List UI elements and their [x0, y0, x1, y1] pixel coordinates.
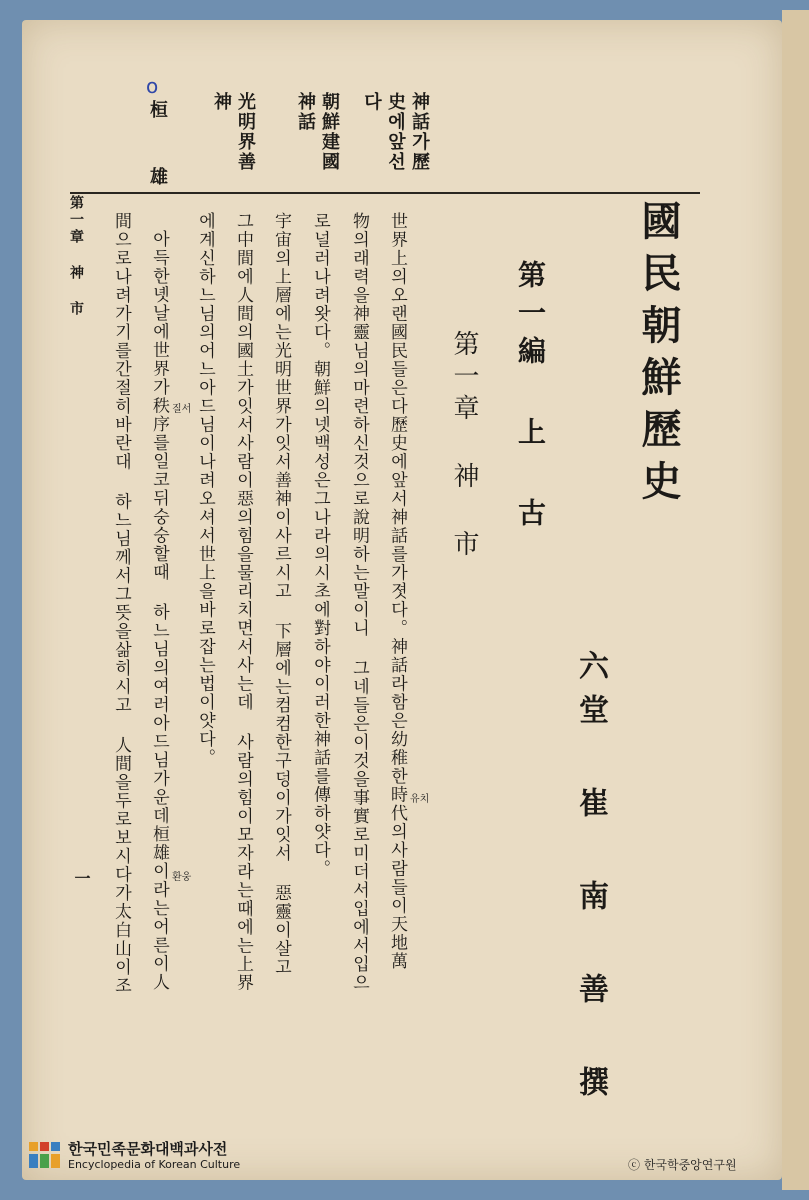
- pencil-mark: o: [146, 74, 159, 98]
- chapter-heading: 第一章 神 市: [449, 330, 479, 562]
- body-column: 間으로나려가기를간절히바란대 하느님께서그뜻을삶히시고 人間을두로보시다가太白山이조: [111, 212, 131, 995]
- ruby-annotation: 유치: [410, 794, 430, 805]
- book-title: 國民朝鮮歷史: [635, 200, 682, 512]
- body-column: 宇宙의上層에는光明世界가잇서善神이사르시고 下層에는컴컴한구덩이가잇서 惡靈이살고: [271, 212, 291, 977]
- logo-mark-icon: [28, 1140, 62, 1172]
- margin-note: 神話: [295, 92, 316, 132]
- body-column: 그中間에人間의國土가잇서사람이惡의힘을물리치면서사는데 사람의힘이모자라는때에는上界: [233, 212, 253, 992]
- margin-note: 다: [361, 92, 382, 112]
- ruby-annotation: 질서: [172, 404, 192, 415]
- margin-note: 光明界善: [235, 92, 256, 172]
- page-number: 一: [72, 870, 91, 886]
- logo-english-text: Encyclopedia of Korean Culture: [68, 1158, 241, 1171]
- margin-note: 神: [211, 92, 232, 112]
- running-header: 第一章 神 市: [68, 195, 84, 318]
- body-column: 에계신하느님의어느아드님이나려오셔서世上을바로잡는법이얏다。: [195, 212, 215, 767]
- margin-note: 史에앞선: [385, 92, 406, 172]
- margin-note: 桓 雄: [147, 100, 168, 199]
- book-author: 六堂 崔 南 善 撰: [573, 650, 608, 1110]
- body-column: 아득한녯날에世界가秩序를일코뒤숭숭할때 하느님의여러아드님가운데桓雄이라는어른이人: [149, 230, 169, 992]
- body-column: 物의래력을神靈님의마련하신것으로說明하는말이니 그네들은이것을事實로미더서입에서입으: [349, 212, 369, 992]
- logo-korean-text: 한국민족문화대백과사전: [68, 1140, 228, 1158]
- part-heading: 第一編 上 古: [514, 260, 547, 536]
- ruby-annotation: 환웅: [172, 872, 192, 883]
- book-spine: [782, 10, 809, 1190]
- encyclopedia-logo: [28, 1138, 248, 1178]
- margin-note: 神話가歷: [409, 92, 430, 172]
- body-column: 로널러나려왓다。朝鮮의넷백성은그나라의시초에對하야이러한神話를傳하얏다。: [310, 212, 330, 878]
- copyright-notice: ⓒ 한국학중앙연구원: [628, 1158, 737, 1172]
- body-column: 世界上의오랜國民들은다歷史에앞서神話를가졋다。神話라함은幼稚한時代의사람들이天地萬: [387, 212, 407, 971]
- margin-note: 朝鮮建國: [319, 92, 340, 172]
